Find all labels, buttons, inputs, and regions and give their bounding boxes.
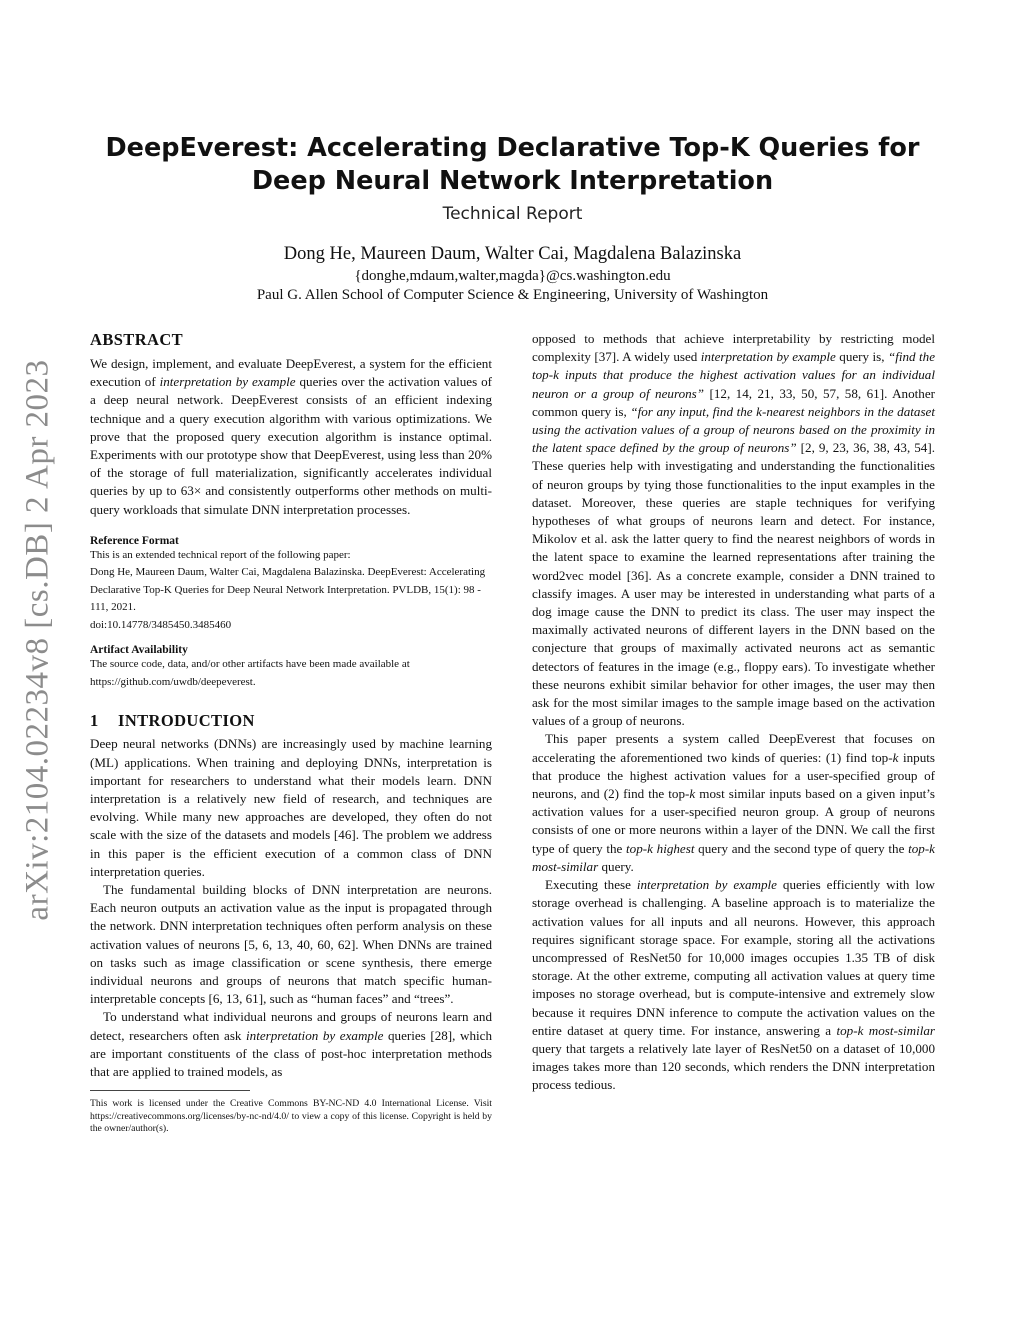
paper-title-line-2: Deep Neural Network Interpretation: [251, 166, 774, 196]
author-emails: {donghe,mdaum,walter,magda}@cs.washington.edu: [354, 268, 671, 284]
author-affiliation: Paul G. Allen School of Computer Science & Engineering, University of Washington: [256, 287, 769, 303]
artifact-availability: [90, 644, 492, 691]
introduction-heading: [90, 711, 492, 731]
abstract-heading: ABSTRACT: [90, 330, 184, 349]
author-list: Dong He, Maureen Daum, Walter Cai, Magdalena Balazinska: [283, 244, 742, 264]
paper-title-line-1: DeepEverest: Accelerating Declarative Top-K Queries for: [105, 133, 920, 163]
reference-doi[interactable]: doi:10.14778/3485450.3485460: [90, 618, 232, 631]
reference-format: [90, 535, 492, 635]
paper-header: [90, 132, 935, 304]
footnote-block: [90, 1090, 492, 1136]
section-number: 1: [90, 711, 99, 731]
right-paragraph-1: opposed to methods that achieve interpretability by restricting model complexity [37]. A widely used interpretation by example query is, “find the top-k inputs that produce the highest activation values for an individual neuron or a group of neurons” [12, 14, 21, 33, 50, 57, 58, 61]. Another common query is, “for any input, find the k-nearest neighbors in the dataset using the activation values of a group of neurons based on the proximity in the latent space defined by the group of neurons” [2, 9, 23, 36, 38, 43, 54]. These queries help with investigating and understanding the functionalities of neuron groups by tying those functionalities to the input examples in the dataset. Moreover, these queries are staple techniques for verifying hypotheses of what groups of neurons learn and detect. For instance, Mikolov et al. ask the latter query to find the nearest neighbors of words in the latent space to examine the learned representations after training the word2vec model [36]. As a concrete example, consider a DNN trained to classify images. A user may be interested in understanding what parts of a dog image cause the DNN to predict its class. The user may inspect the maximally activated neurons of different layers in the DNN based on the conjecture that groups of maximally activated neurons act as semantic detectors of features in the image (e.g., floppy ears). To investigate whether these neurons exhibit similar behavior for other images, the user may then ask for the most similar images to the sample image based on the activation values of a group of neurons.: [532, 331, 936, 729]
section-title: INTRODUCTION: [118, 711, 255, 731]
paper-subtitle: Technical Report: [442, 204, 583, 224]
right-paragraph-2: This paper presents a system called DeepEverest that focuses on accelerating the aforementioned two kinds of queries: (1) find top-k inputs that produce the highest activation values for a user-specified group of neurons, and (2) find the top-k most similar inputs based on a given input’s activation values for a user-specified neuron group. A group of neurons consists of one or more neurons within a layer of the DNN. We call the first type of query the top-k highest query and the second type of query the top-k most-similar query.: [532, 731, 935, 874]
right-paragraph-3: Executing these interpretation by example queries efficiently with low storage overhead is challenging. A baseline approach is to materialize the activation values for all inputs and all neurons. However, this approach requires significant storage space. For example, storing all the activations uncompressed of ResNet50 for 10,000 images occupies 1.35 TB of disk storage. At the other extreme, computing all activation values at query time imposes no storage overhead, but is compute-intensive and extremely slow because it requires DNN inference to compute the activation values on the entire dataset at query time. For instance, answering a top-k most-similar query that targets a relatively late layer of ResNet50 on a dataset of 10,000 images takes more than 120 seconds, which renders the DNN interpretation process tedious.: [532, 877, 935, 1093]
reference-format-heading: Reference Format: [90, 534, 179, 547]
artifact-heading: Artifact Availability: [90, 644, 188, 657]
abstract-text: We design, implement, and evaluate DeepEverest, a system for the efficient execution of interpretation by example queries over the activation values of a deep neural network. DeepEverest consists of an efficient indexing technique and a query execution algorithm with various optimizations. We prove that the proposed query execution algorithm is instance optimal. Experiments with our prototype show that DeepEverest, using less than 20% of the storage of full materialization, significantly accelerates individual queries by up to 63× and consistently outperforms other methods on multi-query workloads that simulate DNN interpretation processes.: [90, 356, 493, 517]
intro-paragraph-3: To understand what individual neurons and groups of neurons learn and detect, researchers often ask interpretation by example queries [28], which are important constituents of the class of post-hoc interpretation methods that are applied to trained models, as: [90, 1009, 492, 1079]
intro-paragraph-2: The fundamental building blocks of DNN interpretation are neurons. Each neuron outputs an activation value as the input is propagated through the network. DNN interpretation techniques often perform analysis on these activation values of neurons [5, 6, 13, 40, 60, 62]. When DNNs are trained on tasks such as image classification or scene synthesis, there emerge individual neurons and groups of neurons that match specific human-interpretable concepts [6, 13, 61], such as “human faces” and “trees”.: [90, 881, 492, 1007]
license-footnote: This work is licensed under the Creative Commons BY-NC-ND 4.0 International License. Visit https://creativecommons.org/licenses/by-nc-nd/4.0/ to view a copy of this license. Copyright is held by the owner/author(s).: [90, 1098, 492, 1135]
artifact-text: The source code, data, and/or other artifacts have been made available at https://github.com/uwdb/deepeverest.: [90, 658, 410, 688]
right-column: [532, 330, 935, 1095]
arxiv-identifier: arXiv:2104.02234v8 [cs.DB] 2 Apr 2023: [19, 359, 56, 921]
left-column: [90, 330, 492, 1136]
footnote-divider: [90, 1090, 250, 1091]
reference-citation: Dong He, Maureen Daum, Walter Cai, Magdalena Balazinska. DeepEverest: Accelerating Declarative Top-K Queries for Deep Neural Network Interpretation. PVLDB, 15(1): 98 - 111, 2021.: [90, 566, 486, 614]
intro-paragraph-1: Deep neural networks (DNNs) are increasingly used by machine learning (ML) applications. When training and deploying DNNs, interpretation is important for researchers to understand what their models learn. DNN interpretation is a relatively new field of research, and techniques are evolving. While many new approaches are developed, they often do not scale with the size of the datasets and models [46]. The problem we address in this paper is the efficient execution of a common class of DNN interpretation queries.: [90, 736, 492, 879]
reference-format-intro: This is an extended technical report of the following paper:: [90, 548, 351, 561]
